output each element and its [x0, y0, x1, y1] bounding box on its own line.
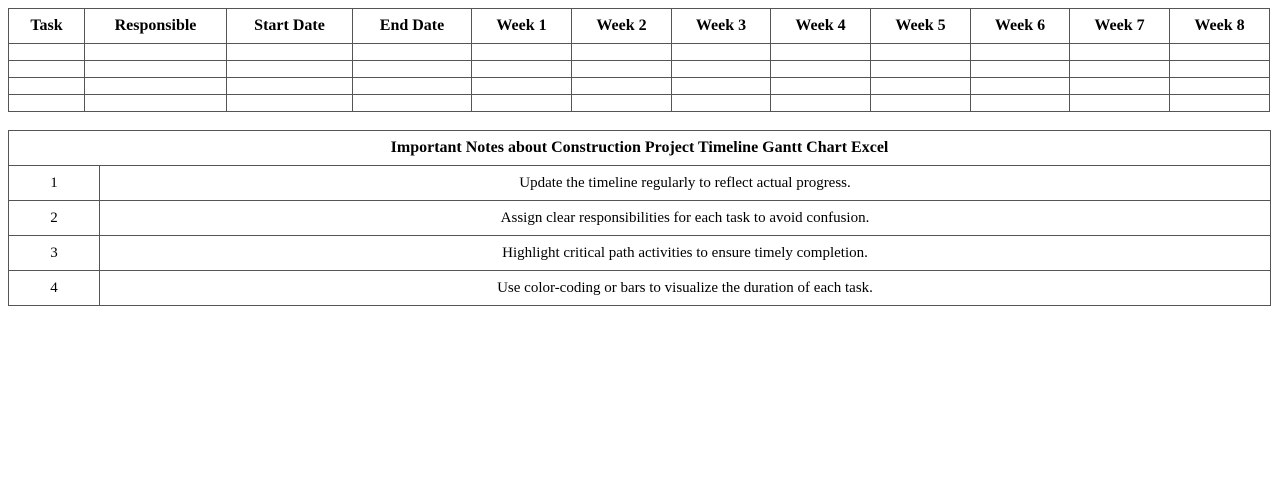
gantt-cell[interactable] [9, 95, 85, 112]
gantt-cell[interactable] [672, 44, 771, 61]
note-text: Assign clear responsibilities for each task to avoid confusion. [100, 201, 1271, 236]
gantt-cell[interactable] [771, 95, 871, 112]
header-week-2: Week 2 [572, 9, 672, 44]
note-text: Highlight critical path activities to ensure timely completion. [100, 236, 1271, 271]
gantt-cell[interactable] [1070, 44, 1170, 61]
note-text: Use color-coding or bars to visualize the duration of each task. [100, 271, 1271, 306]
gantt-cell[interactable] [227, 61, 353, 78]
gantt-cell[interactable] [1170, 44, 1270, 61]
gantt-body [9, 44, 1270, 112]
note-row [9, 166, 1271, 201]
gantt-cell[interactable] [9, 78, 85, 95]
gantt-cell[interactable] [1170, 61, 1270, 78]
gantt-row [9, 61, 1270, 78]
gantt-cell[interactable] [672, 78, 771, 95]
gantt-cell[interactable] [9, 44, 85, 61]
gantt-row [9, 95, 1270, 112]
gantt-cell[interactable] [353, 78, 472, 95]
gantt-cell[interactable] [85, 61, 227, 78]
gantt-cell[interactable] [971, 78, 1070, 95]
gantt-cell[interactable] [472, 78, 572, 95]
header-task: Task [9, 9, 85, 44]
header-start-date: Start Date [227, 9, 353, 44]
header-week-4: Week 4 [771, 9, 871, 44]
gantt-cell[interactable] [353, 44, 472, 61]
header-week-8: Week 8 [1170, 9, 1270, 44]
gantt-cell[interactable] [472, 44, 572, 61]
gantt-cell[interactable] [672, 95, 771, 112]
gantt-cell[interactable] [85, 44, 227, 61]
gantt-cell[interactable] [871, 61, 971, 78]
gantt-cell[interactable] [572, 78, 672, 95]
gantt-cell[interactable] [1070, 61, 1170, 78]
note-row [9, 201, 1271, 236]
note-number: 3 [9, 236, 100, 271]
header-responsible: Responsible [85, 9, 227, 44]
header-week-1: Week 1 [472, 9, 572, 44]
gantt-cell[interactable] [1170, 78, 1270, 95]
gantt-cell[interactable] [871, 95, 971, 112]
header-week-6: Week 6 [971, 9, 1070, 44]
note-number: 4 [9, 271, 100, 306]
header-week-7: Week 7 [1070, 9, 1170, 44]
header-end-date: End Date [353, 9, 472, 44]
gantt-cell[interactable] [1070, 95, 1170, 112]
gantt-table [8, 8, 1270, 112]
note-row [9, 271, 1271, 306]
gantt-cell[interactable] [1170, 95, 1270, 112]
gantt-cell[interactable] [353, 61, 472, 78]
gantt-cell[interactable] [871, 78, 971, 95]
gantt-cell[interactable] [227, 78, 353, 95]
gantt-cell[interactable] [971, 61, 1070, 78]
note-text: Update the timeline regularly to reflect actual progress. [100, 166, 1271, 201]
gantt-cell[interactable] [472, 61, 572, 78]
gantt-cell[interactable] [572, 95, 672, 112]
gantt-cell[interactable] [572, 44, 672, 61]
gantt-header-row [9, 9, 1270, 44]
gantt-cell[interactable] [572, 61, 672, 78]
gantt-cell[interactable] [1070, 78, 1170, 95]
gantt-row [9, 78, 1270, 95]
gantt-cell[interactable] [85, 78, 227, 95]
header-week-5: Week 5 [871, 9, 971, 44]
gantt-cell[interactable] [472, 95, 572, 112]
gantt-cell[interactable] [871, 44, 971, 61]
gantt-cell[interactable] [771, 61, 871, 78]
gantt-cell[interactable] [9, 61, 85, 78]
notes-table [8, 130, 1271, 306]
gantt-cell[interactable] [227, 95, 353, 112]
gantt-cell[interactable] [771, 44, 871, 61]
gantt-cell[interactable] [672, 61, 771, 78]
header-week-3: Week 3 [672, 9, 771, 44]
gantt-cell[interactable] [971, 95, 1070, 112]
note-number: 2 [9, 201, 100, 236]
note-row [9, 236, 1271, 271]
gantt-cell[interactable] [971, 44, 1070, 61]
gantt-cell[interactable] [85, 95, 227, 112]
gantt-cell[interactable] [771, 78, 871, 95]
notes-title-row [9, 131, 1271, 166]
gantt-cell[interactable] [353, 95, 472, 112]
notes-title: Important Notes about Construction Project Timeline Gantt Chart Excel [9, 131, 1271, 166]
gantt-row [9, 44, 1270, 61]
note-number: 1 [9, 166, 100, 201]
gantt-cell[interactable] [227, 44, 353, 61]
